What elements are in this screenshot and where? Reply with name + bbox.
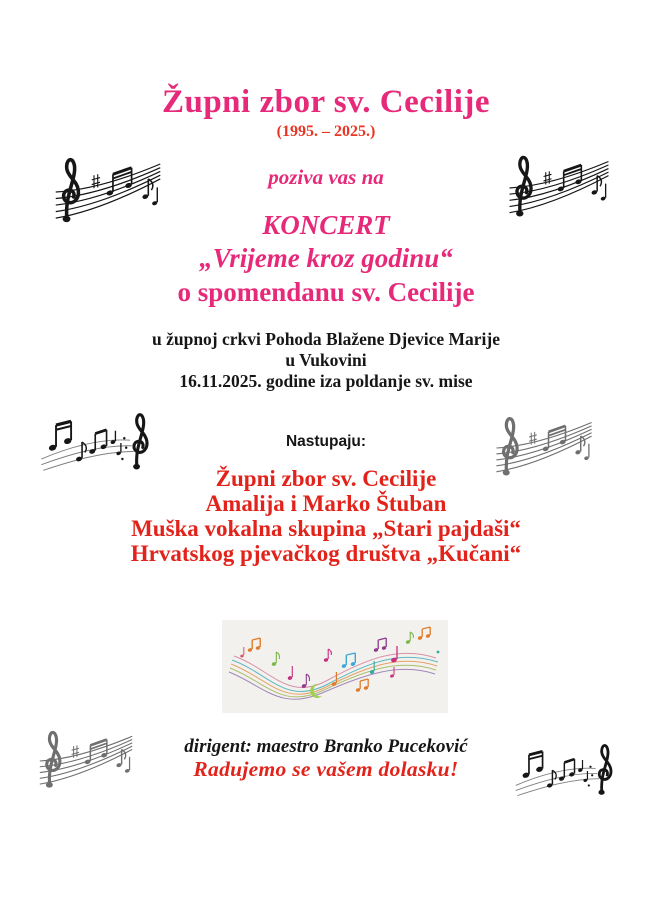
performers-heading: Nastupaju:: [285, 433, 367, 450]
anniversary-years: (1995. – 2025.): [276, 123, 376, 140]
treble-clef-staff-gray-icon: [484, 414, 604, 482]
flowing-notes-clef-icon: [514, 736, 616, 806]
event-occasion: o spomendanu sv. Cecilije: [177, 277, 475, 307]
colorful-music-wave-icon: [222, 620, 448, 713]
page-title: Župni zbor sv. Cecilije: [161, 84, 491, 120]
treble-clef-staff-icon: [52, 150, 164, 234]
treble-clef-staff-gray-icon: [28, 728, 144, 794]
performer-item: Hrvatskog pjevačkog društva „Kučani“: [130, 541, 522, 566]
performer-item: Muška vokalna skupina „Stari pajdaši“: [131, 516, 521, 541]
treble-clef-staff-icon: [506, 148, 612, 228]
performer-item: Amalija i Marko Štuban: [205, 491, 447, 516]
conductor-credit: dirigent: maestro Branko Puceković: [184, 736, 468, 757]
event-datetime: 16.11.2025. godine iza poldanje sv. mise: [179, 371, 473, 391]
event-koncert: KONCERT: [262, 210, 390, 240]
flowing-notes-clef-icon: [38, 410, 154, 476]
venue-church: u župnoj crkvi Pohoda Blažene Djevice Marije: [151, 329, 500, 349]
invitation-lead: poziva vas na: [268, 165, 384, 189]
venue-town: u Vukovini: [285, 350, 367, 370]
closing-message: Radujemo se vašem dolasku!: [193, 757, 459, 781]
event-theme: „Vrijeme kroz godinu“: [199, 243, 453, 273]
performer-item: Župni zbor sv. Cecilije: [215, 466, 437, 491]
